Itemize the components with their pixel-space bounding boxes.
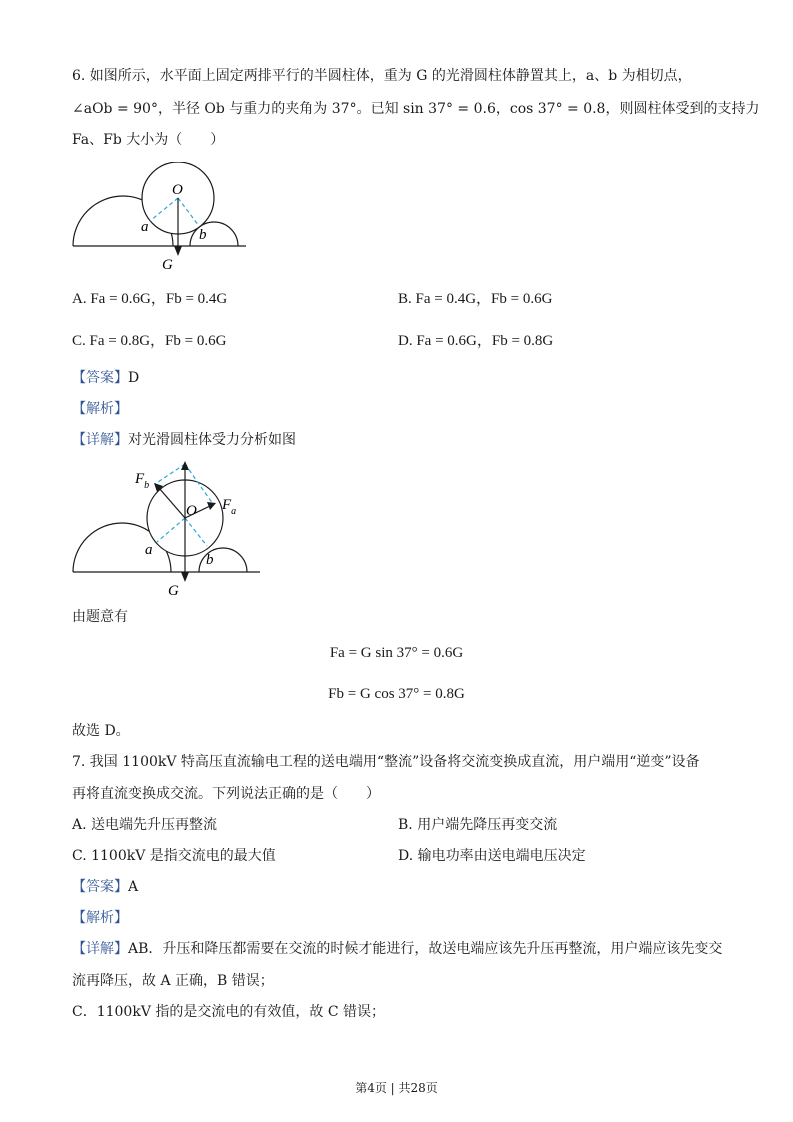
q7-detail-line1 — [72, 939, 722, 959]
q7-analysis-tag: 【解析】 — [72, 910, 128, 926]
q7-detail-tag: 【详解】 — [72, 941, 128, 957]
q7-answer — [72, 877, 138, 897]
q6-option-c: C. Fa = 0.8G，Fb = 0.6G — [72, 333, 227, 349]
q7-detail-text: AB．升压和降压都需要在交流的时候才能进行，故送电端应该先升压再整流，用户端应该先变交 — [128, 941, 723, 957]
fig2-label-o: O — [186, 503, 197, 519]
q7-stem-line2: 再将直流变换成交流。下列说法正确的是（ ） — [72, 786, 380, 802]
q6-equation-fb: Fb = G cos 37° = 0.8G — [328, 686, 465, 702]
q6-detail-text: 对光滑圆柱体受力分析如图 — [128, 432, 296, 448]
q6-figure-force-analysis — [68, 458, 263, 600]
q7-answer-value: A — [128, 879, 139, 895]
q6-stem-line2: ∠aOb = 90°，半径 Ob 与重力的夹角为 37°。已知 sin 37° = 0.6，cos 37° = 0.8，则圆柱体受到的支持力 — [72, 101, 760, 117]
q7-option-a: A. 送电端先升压再整流 — [72, 817, 218, 833]
q6-answer-tag: 【答案】 — [72, 370, 128, 386]
q6-option-b: B. Fa = 0.4G，Fb = 0.6G — [398, 291, 553, 307]
q7-option-c: C. 1100kV 是指交流电的最大值 — [72, 848, 276, 864]
fig1-label-b: b — [199, 227, 207, 243]
fig2-label-a: a — [145, 542, 153, 558]
q6-figure-cylinder — [68, 162, 253, 274]
q6-detail-tag: 【详解】 — [72, 432, 128, 448]
fig1-label-g: G — [162, 257, 173, 273]
q6-equation-fa: Fa = G sin 37° = 0.6G — [329, 645, 464, 661]
q6-conclusion: 故选 D。 — [72, 723, 130, 739]
q6-option-a: A. Fa = 0.6G，Fb = 0.4G — [72, 291, 228, 307]
fig2-label-fb: $F_b$ — [135, 471, 150, 491]
q7-stem-line1: 7. 我国 1100kV 特高压直流输电工程的送电端用“整流”设备将交流变换成直流，用户端用“逆变”设备 — [72, 754, 700, 770]
q7-option-d: D. 输电功率由送电端电压决定 — [398, 848, 586, 864]
q7-answer-tag: 【答案】 — [72, 879, 128, 895]
q6-stem-line1: 6. 如图所示，水平面上固定两排平行的半圆柱体，重为 G 的光滑圆柱体静置其上，a、b 为相切点， — [72, 68, 692, 84]
q6-stem-line3: Fa、Fb 大小为（ ） — [72, 132, 225, 148]
fig1-label-o: O — [172, 182, 183, 198]
q6-answer — [72, 368, 139, 388]
q6-answer-value: D — [128, 370, 140, 386]
fig1-label-a: a — [141, 219, 149, 235]
page-footer: 第4页 | 共28页 — [355, 1081, 438, 1095]
q6-analysis-tag: 【解析】 — [72, 401, 128, 417]
fig2-label-b: b — [206, 552, 214, 568]
q7-detail-line3: C．1100kV 指的是交流电的有效值，故 C 错误； — [72, 1004, 385, 1020]
q7-option-b: B. 用户端先降压再变交流 — [398, 817, 558, 833]
q6-option-d: D. Fa = 0.6G，Fb = 0.8G — [398, 333, 554, 349]
q6-detail — [72, 430, 296, 450]
q7-detail-line2: 流再降压，故 A 正确，B 错误； — [72, 973, 274, 989]
fig2-label-fa: $F_a$ — [222, 497, 237, 517]
fig2-label-g: G — [168, 583, 179, 599]
q6-from-problem: 由题意有 — [72, 609, 128, 625]
